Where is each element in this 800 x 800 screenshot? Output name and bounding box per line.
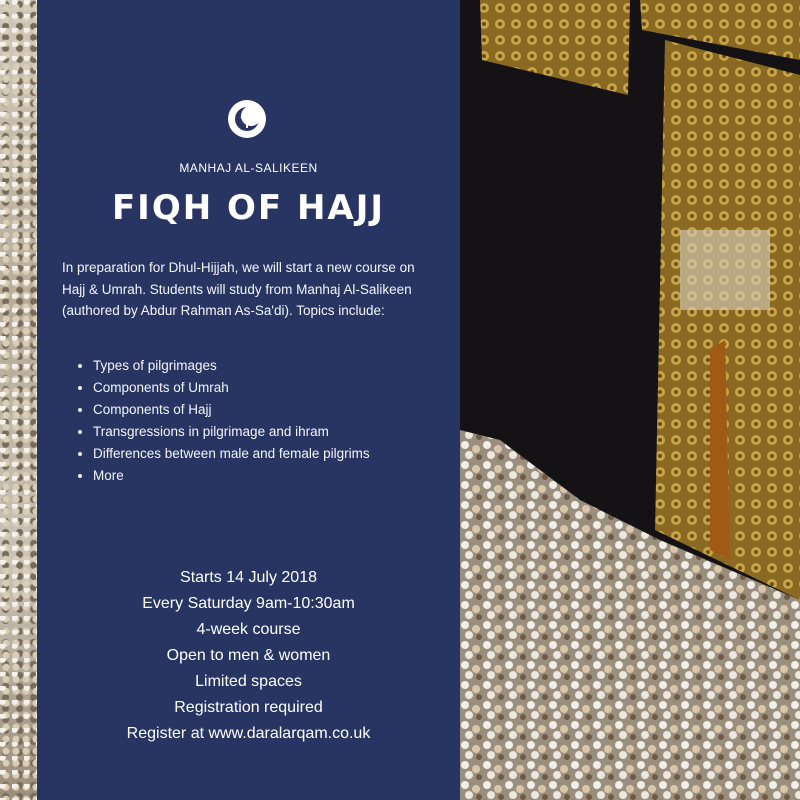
registration-link[interactable]: Register at www.daralarqam.co.uk (126, 725, 371, 742)
registration-note: Registration required (174, 699, 323, 716)
duration: 4-week course (196, 621, 301, 638)
kaaba-photo (460, 0, 800, 800)
topic-item: • Differences between male and female pilgrims (93, 443, 370, 465)
audience: Open to men & women (166, 647, 331, 664)
start-date: Starts 14 July 2018 (180, 569, 317, 586)
topic-item: • Types of pilgrimages (93, 355, 370, 377)
crowd-photo-left (0, 0, 37, 800)
palm-tree-moon-icon (228, 100, 266, 138)
series-label: MANHAJ AL-SALIKEEN (179, 161, 318, 175)
course-details (37, 565, 460, 747)
info-panel (37, 0, 460, 800)
capacity-note: Limited spaces (195, 673, 302, 690)
topic-item: • Components of Umrah (93, 377, 370, 399)
topic-item: • Transgressions in pilgrimage and ihram (93, 421, 370, 443)
intro-paragraph: In preparation for Dhul-Hijjah, we will start a new course on Hajj & Umrah. Students will study from Manhaj Al-Salikeen (authored by Abdur Rahman As-Sa'di). Topics include: (62, 260, 415, 318)
topics-list (75, 355, 370, 487)
schedule: Every Saturday 9am-10:30am (142, 595, 355, 612)
topic-item: • More (93, 465, 370, 487)
course-title: FIQH OF HAJJ (111, 188, 386, 228)
topic-item: • Components of Hajj (93, 399, 370, 421)
